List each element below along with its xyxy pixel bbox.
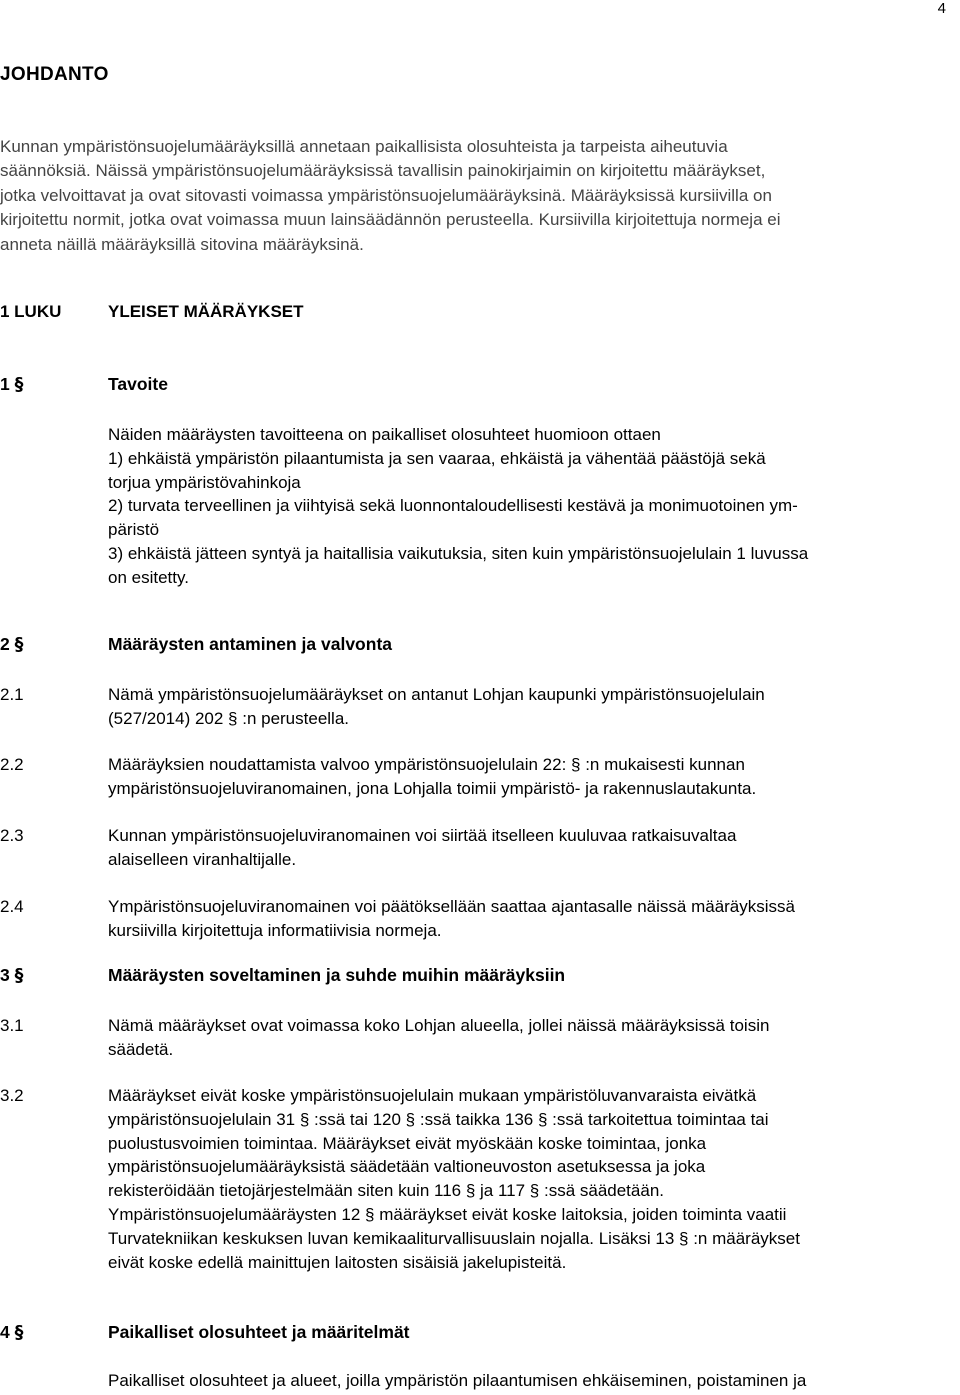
page-title: JOHDANTO [0, 64, 109, 85]
text-line: eivät koske edellä mainittujen laitosten sisäisiä jakelupisteitä. [108, 1252, 567, 1272]
text-line: Ympäristönsuojeluviranomainen voi päätöksellään saattaa ajantasalle näissä määräyksissä [108, 897, 795, 916]
item-number: 3.1 [0, 1016, 24, 1035]
section-number: 2 § [0, 634, 24, 655]
text-line: 2) turvata terveellinen ja viihtyisä sekä luonnontaloudellisesti kestävä ja monimuotoinen ym- [108, 496, 798, 516]
text-line: päristö [108, 520, 160, 540]
tavoite-text [108, 423, 952, 590]
intro-line: jotka velvoittavat ja ovat sitovasti voimassa ympäristönsuojelumääräyksinä. Määräyksissä kursiivilla on [0, 185, 772, 205]
text-line: rekisteröidään tietojärjestelmään siten kuin 116 § ja 117 § :ssä säädetään. [108, 1181, 664, 1201]
item-number: 3.2 [0, 1086, 24, 1105]
text-line: säädetä. [108, 1039, 174, 1059]
item-text [108, 1084, 952, 1274]
section-mark: § [14, 635, 24, 655]
section-number: 4 § [0, 1322, 24, 1343]
item-text [108, 683, 952, 731]
text-line: kursiivilla kirjoitettuja informatiivisia normeja. [108, 920, 442, 940]
intro-line: säännöksiä. Näissä ympäristönsuojelumääräyksissä tavallisin painokirjaimin on kirjoitettu määräykset, [0, 161, 766, 181]
item-text [108, 1014, 952, 1062]
text-line: Nämä ympäristönsuojelumääräykset on antanut Lohjan kaupunki ympäristönsuojelulain [108, 685, 765, 704]
section-title: Tavoite [108, 374, 168, 394]
item-text [108, 824, 952, 872]
chapter-number: 1 LUKU [0, 302, 62, 321]
text-line: torjua ympäristövahinkoja [108, 472, 301, 492]
text-line: Nämä määräykset ovat voimassa koko Lohjan alueella, jollei näissä määräyksissä toisin [108, 1016, 770, 1035]
item-number: 2.2 [0, 755, 24, 774]
item-number: 2.4 [0, 897, 24, 916]
text-line: on esitetty. [108, 567, 189, 587]
text-line: Turvatekniikan keskuksen luvan kemikaaliturvallisuuslain nojalla. Lisäksi 13 § :n määräykset [108, 1228, 800, 1248]
text-line: ympäristönsuojelulain 31 § :ssä tai 120 § :ssä taikka 136 § :ssä tarkoitettua toimintaa tai [108, 1109, 769, 1129]
text-line: Ympäristönsuojelumääräysten 12 § määräykset eivät koske laitoksia, joiden toiminta vaatii [108, 1204, 787, 1224]
chapter-title: YLEISET MÄÄRÄYKSET [108, 302, 304, 321]
text-line: Näiden määräysten tavoitteena on paikalliset olosuhteet huomioon ottaen [108, 425, 661, 444]
text-line: 1) ehkäistä ympäristön pilaantumista ja sen vaaraa, ehkäistä ja vähentää päästöjä sekä [108, 448, 766, 468]
item-number: 2.1 [0, 685, 24, 704]
section-mark: § [14, 966, 24, 986]
intro-line: anneta näillä määräyksillä sitovina määräyksinä. [0, 234, 364, 254]
section-number: 1 § [0, 374, 24, 395]
text-line: Kunnan ympäristönsuojeluviranomainen voi siirtää itselleen kuuluvaa ratkaisuvaltaa [108, 826, 737, 845]
intro-line: kirjoitettu normit, jotka ovat voimassa muun lainsäädännön perusteella. Kursiivilla kirjoitettuja normeja ei [0, 210, 781, 230]
text-line: Määräykset eivät koske ympäristönsuojelulain mukaan ympäristöluvanvaraista eivätkä [108, 1086, 757, 1105]
page-number: 4 [937, 0, 946, 17]
text-line: ympäristönsuojeluviranomainen, jona Lohjalla toimii ympäristö- ja rakennuslautakunta. [108, 778, 757, 798]
item-text [108, 895, 952, 943]
final-text-line: Paikalliset olosuhteet ja alueet, joilla ympäristön pilaantumisen ehkäiseminen, poistaminen ja [108, 1371, 807, 1390]
section-mark: § [14, 1323, 24, 1343]
section-title: Paikalliset olosuhteet ja määritelmät [108, 1322, 410, 1342]
text-line: ympäristönsuojelumääräyksistä säädetään valtioneuvoston asetuksessa ja joka [108, 1157, 706, 1177]
text-line: puolustusvoimien toimintaa. Määräykset eivät myöskään koske toimintaa, jonka [108, 1133, 707, 1153]
item-number: 2.3 [0, 826, 24, 845]
item-text [108, 753, 952, 801]
text-line: (527/2014) 202 § :n perusteella. [108, 708, 350, 728]
intro-line: Kunnan ympäristönsuojelumääräyksillä annetaan paikallisista olosuhteista ja tarpeista aiheutuvia [0, 137, 728, 156]
text-line: alaiselleen viranhaltijalle. [108, 849, 297, 869]
section-title: Määräysten antaminen ja valvonta [108, 634, 392, 654]
text-line: Määräyksien noudattamista valvoo ympäristönsuojelulain 22: § :n mukaisesti kunnan [108, 755, 745, 774]
section-title: Määräysten soveltaminen ja suhde muihin määräyksiin [108, 965, 566, 985]
text-line: 3) ehkäistä jätteen syntyä ja haitallisia vaikutuksia, siten kuin ympäristönsuojelulain 1 luvussa [108, 543, 809, 563]
section-number: 3 § [0, 965, 24, 986]
intro-paragraph [0, 135, 952, 257]
section-mark: § [14, 375, 24, 395]
